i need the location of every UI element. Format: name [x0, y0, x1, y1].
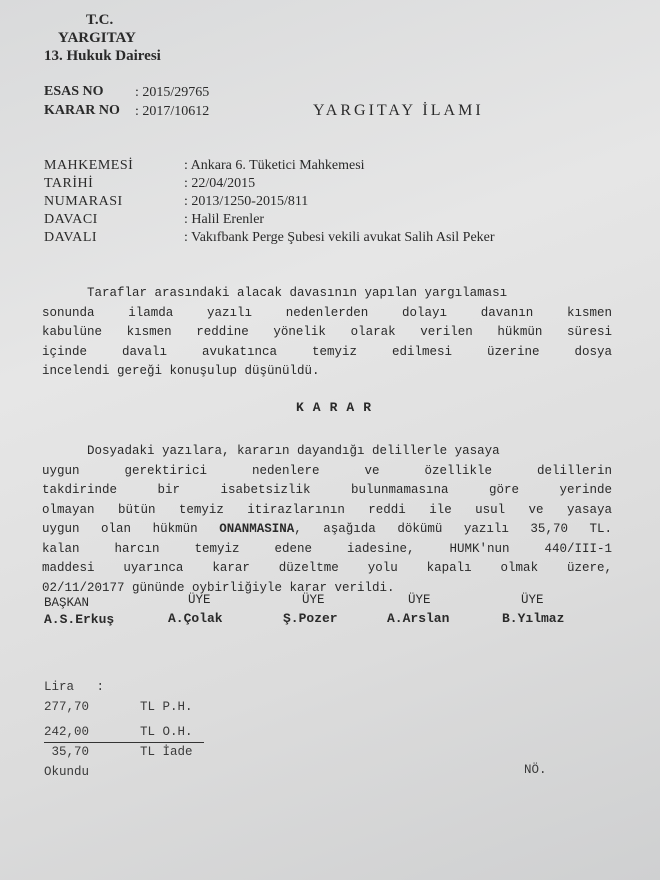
intro-line: sonunda ilamda yazılı nedenlerden dolayı davanın kısmen [42, 305, 612, 320]
detail-label-davaci: DAVACI [44, 212, 98, 227]
decision-line: takdirinde bir isabetsizlik bulunmamasına göre yerinde [42, 483, 612, 497]
decision-line-onanmasina [42, 520, 612, 540]
karar-value: : 2017/10612 [135, 104, 210, 119]
fee-desc: TL O.H. [140, 725, 193, 739]
esas-label: ESAS NO [44, 84, 104, 99]
decision-line: olmayan bütün temyiz itirazlarının reddi ile usul ve yasaya [42, 502, 612, 517]
decision-line: kalan harcın temyiz edene iadesine, HUMK'nun 440/III-1 [42, 541, 612, 556]
karar-heading: KARAR [296, 400, 381, 415]
fee-amount: 35,70 [44, 745, 90, 759]
intro-line: incelendi gereği konuşulup düşünüldü. [42, 364, 320, 378]
signatory-role: BAŞKAN [44, 596, 90, 610]
detail-value-davali: : Vakıfbank Perge Şubesi vekili avukat Salih Asil Peker [184, 230, 495, 245]
intro-line: Taraflar arasındaki alacak davasının yapılan yargılaması [42, 286, 508, 300]
detail-label-tarihi: TARİHİ [44, 176, 94, 191]
decision-pre: uygun olan hükmün [42, 522, 220, 536]
decision-line: 02/11/20177 gününde oybirliğiyle karar verildi. [42, 580, 395, 595]
signatory-name: A.Çolak [168, 611, 223, 626]
signatory-name: B.Yılmaz [502, 611, 565, 626]
header-daire: 13. Hukuk Dairesi [44, 48, 161, 64]
intro-paragraph [42, 284, 612, 382]
fee-desc: TL P.H. [140, 700, 193, 714]
signatory-name: A.S.Erkuş [44, 612, 115, 627]
okundu-label: Okundu [44, 765, 90, 779]
detail-label-davali: DAVALI [44, 230, 98, 245]
header-yargitay: YARGITAY [58, 30, 136, 46]
decision-line: uygun gerektirici nedenlere ve özellikle delillerin [42, 463, 612, 478]
signatory-role: ÜYE [408, 593, 431, 607]
detail-value-davaci: : Halil Erenler [184, 212, 265, 227]
signatory-name: Ş.Pozer [283, 611, 338, 626]
fee-amount: 277,70 [44, 700, 90, 714]
signatory-role: ÜYE [302, 593, 325, 607]
no-label: NÖ. [524, 763, 547, 777]
lira-label: Lira : [44, 680, 105, 694]
detail-label-mahkemesi: MAHKEMESİ [44, 158, 134, 173]
signatory-name: A.Arslan [387, 611, 450, 626]
ilam-title: YARGITAY İLAMI [313, 102, 484, 119]
signatory-role: ÜYE [188, 593, 211, 607]
decision-post: , aşağıda dökümü yazılı 35,70 TL. [294, 522, 612, 536]
detail-value-numarasi: : 2013/1250-2015/811 [184, 194, 309, 209]
detail-value-tarihi: : 22/04/2015 [184, 176, 256, 191]
fee-desc: TL İade [140, 745, 193, 759]
intro-line: kabulüne kısmen reddine yönelik olarak verilen hükmün süresi [42, 325, 612, 339]
decision-line: maddesi uyarınca karar düzeltme yolu kapalı olmak üzere, [42, 561, 612, 575]
fee-amount: 242,00 [44, 725, 90, 739]
fee-sum-rule [44, 742, 204, 743]
intro-line: içinde davalı avukatınca temyiz edilmesi üzerine dosya [42, 344, 612, 359]
detail-label-numarasi: NUMARASI [44, 194, 123, 209]
decision-line: Dosyadaki yazılara, kararın dayandığı delillerle yasaya [42, 444, 500, 458]
onanmasina-text: ONANMASINA [219, 522, 295, 536]
detail-value-mahkemesi: : Ankara 6. Tüketici Mahkemesi [184, 158, 365, 173]
signatory-role: ÜYE [521, 593, 544, 607]
esas-value: : 2015/29765 [135, 85, 210, 100]
karar-label: KARAR NO [44, 103, 120, 118]
header-tc: T.C. [86, 12, 114, 28]
decision-paragraph [42, 442, 612, 598]
